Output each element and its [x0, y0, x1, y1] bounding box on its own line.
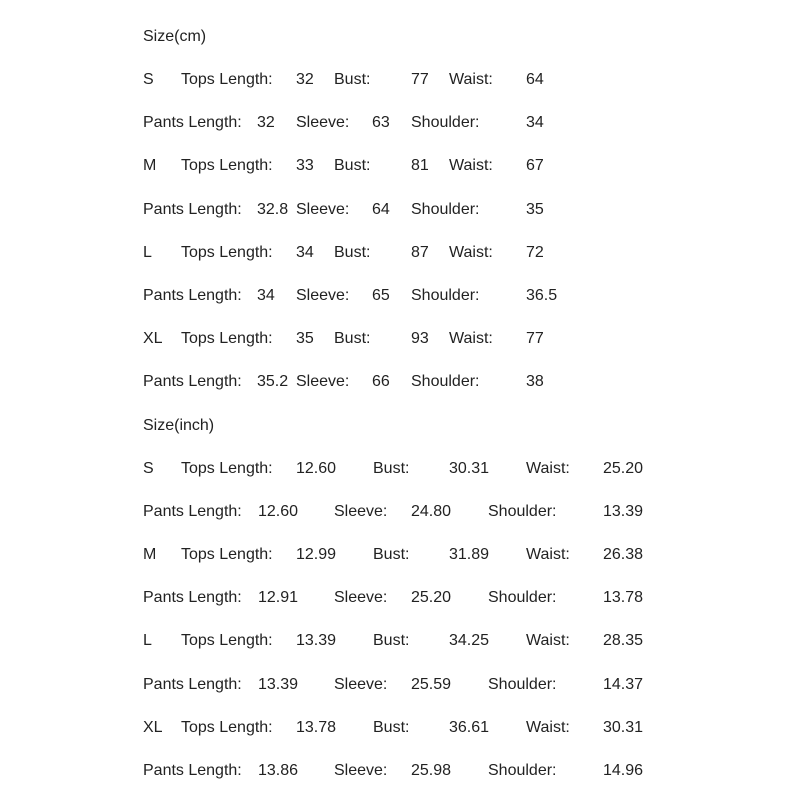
bust-label: Bust: — [373, 546, 410, 563]
shoulder-label: Shoulder: — [488, 676, 557, 693]
sleeve-label: Sleeve: — [334, 503, 388, 520]
bust-value: 31.89 — [449, 546, 490, 563]
shoulder-label: Shoulder: — [488, 589, 557, 606]
sleeve-value: 65 — [372, 287, 390, 304]
shoulder-label: Shoulder: — [488, 762, 557, 779]
pants-length-value: 13.86 — [258, 762, 299, 779]
bust-value: 34.25 — [449, 632, 490, 649]
waist-label: Waist: — [526, 719, 570, 736]
bust-value: 81 — [411, 157, 429, 174]
waist-value: 26.38 — [603, 546, 644, 563]
tops-length-label: Tops Length: — [181, 632, 273, 649]
waist-label: Waist: — [526, 460, 570, 477]
shoulder-value: 14.37 — [603, 676, 644, 693]
pants-length-value: 35.2 — [257, 373, 289, 390]
pants-length-label: Pants Length: — [143, 676, 242, 693]
size-label: M — [143, 546, 157, 563]
tops-length-label: Tops Length: — [181, 244, 273, 261]
shoulder-label: Shoulder: — [411, 287, 480, 304]
shoulder-label: Shoulder: — [411, 201, 480, 218]
sleeve-label: Sleeve: — [296, 287, 350, 304]
size-label: L — [143, 244, 152, 261]
waist-label: Waist: — [526, 546, 570, 563]
tops-length-label: Tops Length: — [181, 71, 273, 88]
bust-value: 36.61 — [449, 719, 490, 736]
size-label: M — [143, 157, 157, 174]
sleeve-value: 25.98 — [411, 762, 452, 779]
bust-value: 30.31 — [449, 460, 490, 477]
bust-label: Bust: — [373, 460, 410, 477]
sleeve-value: 24.80 — [411, 503, 452, 520]
bust-value: 77 — [411, 71, 429, 88]
sleeve-label: Sleeve: — [334, 762, 388, 779]
waist-value: 77 — [526, 330, 544, 347]
sleeve-label: Sleeve: — [296, 373, 350, 390]
shoulder-label: Shoulder: — [488, 503, 557, 520]
tops-length-value: 12.60 — [296, 460, 337, 477]
waist-label: Waist: — [449, 244, 493, 261]
cm-heading: Size(cm) — [143, 28, 207, 45]
tops-length-value: 32 — [296, 71, 314, 88]
pants-length-value: 12.60 — [258, 503, 299, 520]
sleeve-value: 64 — [372, 201, 390, 218]
sleeve-value: 25.20 — [411, 589, 452, 606]
bust-label: Bust: — [334, 244, 371, 261]
size-label: XL — [143, 719, 163, 736]
tops-length-label: Tops Length: — [181, 330, 273, 347]
pants-length-label: Pants Length: — [143, 503, 242, 520]
inch-heading: Size(inch) — [143, 417, 215, 434]
tops-length-value: 34 — [296, 244, 314, 261]
bust-label: Bust: — [373, 719, 410, 736]
bust-label: Bust: — [334, 71, 371, 88]
waist-value: 67 — [526, 157, 544, 174]
pants-length-value: 32.8 — [257, 201, 289, 218]
sleeve-label: Sleeve: — [296, 114, 350, 131]
shoulder-label: Shoulder: — [411, 373, 480, 390]
tops-length-value: 13.39 — [296, 632, 337, 649]
pants-length-label: Pants Length: — [143, 762, 242, 779]
shoulder-value: 36.5 — [526, 287, 558, 304]
pants-length-label: Pants Length: — [143, 373, 242, 390]
waist-value: 30.31 — [603, 719, 644, 736]
pants-length-label: Pants Length: — [143, 201, 242, 218]
bust-label: Bust: — [373, 632, 410, 649]
sleeve-value: 63 — [372, 114, 390, 131]
bust-label: Bust: — [334, 157, 371, 174]
sleeve-label: Sleeve: — [296, 201, 350, 218]
shoulder-label: Shoulder: — [411, 114, 480, 131]
waist-label: Waist: — [526, 632, 570, 649]
waist-value: 72 — [526, 244, 544, 261]
pants-length-value: 34 — [257, 287, 275, 304]
sleeve-value: 66 — [372, 373, 390, 390]
shoulder-value: 35 — [526, 201, 544, 218]
size-label: S — [143, 71, 154, 88]
sleeve-label: Sleeve: — [334, 589, 388, 606]
shoulder-value: 13.78 — [603, 589, 644, 606]
pants-length-value: 12.91 — [258, 589, 299, 606]
sleeve-label: Sleeve: — [334, 676, 388, 693]
waist-value: 25.20 — [603, 460, 644, 477]
bust-value: 93 — [411, 330, 429, 347]
tops-length-value: 33 — [296, 157, 314, 174]
size-label: S — [143, 460, 154, 477]
tops-length-label: Tops Length: — [181, 546, 273, 563]
pants-length-label: Pants Length: — [143, 287, 242, 304]
pants-length-value: 13.39 — [258, 676, 299, 693]
shoulder-value: 38 — [526, 373, 544, 390]
bust-value: 87 — [411, 244, 429, 261]
shoulder-value: 14.96 — [603, 762, 644, 779]
waist-label: Waist: — [449, 330, 493, 347]
shoulder-value: 34 — [526, 114, 544, 131]
pants-length-label: Pants Length: — [143, 589, 242, 606]
waist-value: 28.35 — [603, 632, 644, 649]
tops-length-label: Tops Length: — [181, 719, 273, 736]
waist-label: Waist: — [449, 157, 493, 174]
waist-value: 64 — [526, 71, 544, 88]
tops-length-label: Tops Length: — [181, 157, 273, 174]
tops-length-value: 35 — [296, 330, 314, 347]
size-label: XL — [143, 330, 163, 347]
waist-label: Waist: — [449, 71, 493, 88]
sleeve-value: 25.59 — [411, 676, 452, 693]
tops-length-value: 13.78 — [296, 719, 337, 736]
bust-label: Bust: — [334, 330, 371, 347]
tops-length-label: Tops Length: — [181, 460, 273, 477]
shoulder-value: 13.39 — [603, 503, 644, 520]
pants-length-label: Pants Length: — [143, 114, 242, 131]
size-label: L — [143, 632, 152, 649]
tops-length-value: 12.99 — [296, 546, 337, 563]
pants-length-value: 32 — [257, 114, 275, 131]
